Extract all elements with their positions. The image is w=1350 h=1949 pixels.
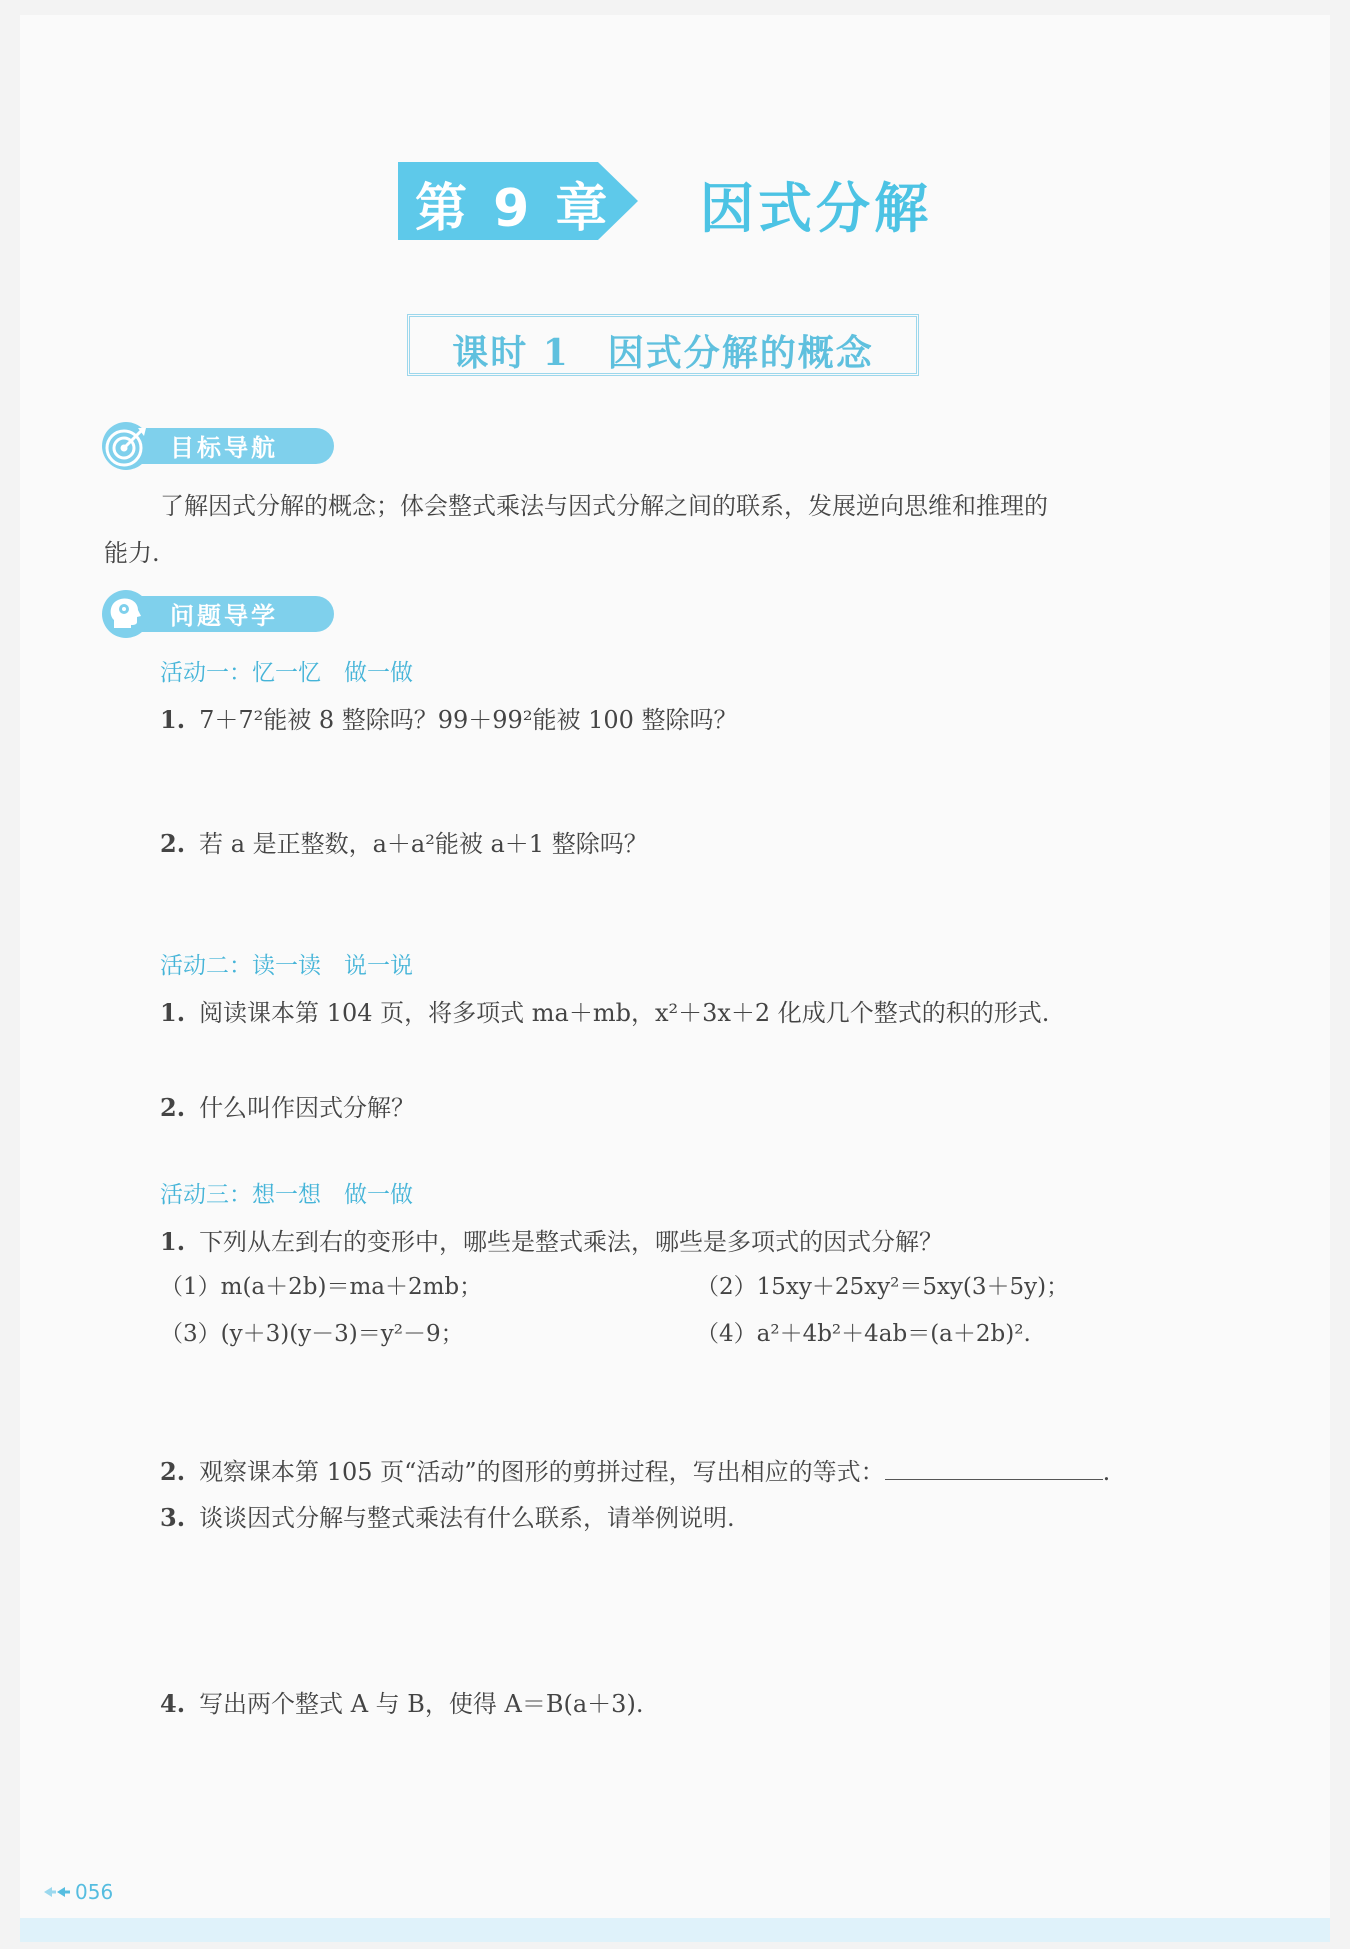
footer-bar xyxy=(20,1918,1330,1942)
activity3-q1 xyxy=(160,1222,943,1257)
activity3-item-4: （4）a²＋4b²＋4ab＝(a＋2b)². xyxy=(696,1321,1031,1347)
question-text: 若 a 是正整数，a＋a²能被 a＋1 整除吗？ xyxy=(199,830,648,858)
question-text: 下列从左到右的变形中，哪些是整式乘法，哪些是多项式的因式分解？ xyxy=(199,1228,944,1256)
lesson-title: 课时 1 因式分解的概念 xyxy=(452,332,874,374)
inquiry-tag-label: 问题导学 xyxy=(170,602,278,630)
question-number: 1. xyxy=(160,705,186,734)
goals-text-line2: 能力. xyxy=(104,539,160,567)
activity3-q3 xyxy=(160,1498,735,1533)
arrow-left-icon xyxy=(44,1884,72,1900)
question-number: 3. xyxy=(160,1503,186,1532)
inquiry-tag xyxy=(100,590,340,638)
activity1-q2 xyxy=(160,824,648,859)
chapter-title: 因式分解 xyxy=(700,177,932,240)
question-number: 2. xyxy=(160,1093,186,1122)
activity3-q4 xyxy=(160,1684,643,1719)
goals-tag xyxy=(100,422,340,470)
question-text: 阅读课本第 104 页，将多项式 ma＋mb，x²＋3x＋2 化成几个整式的积的形式. xyxy=(199,999,1050,1027)
activity2-q1 xyxy=(160,993,1049,1028)
activity3-item-3: （3）(y＋3)(y－3)＝y²－9； xyxy=(160,1321,464,1347)
goals-tag-label: 目标导航 xyxy=(170,434,278,462)
activity3-item-2: （2）15xy＋25xy²＝5xy(3＋5y)； xyxy=(696,1274,1070,1300)
activity1-title: 活动一：忆一忆 做一做 xyxy=(160,660,413,686)
activity2-title: 活动二：读一读 说一说 xyxy=(160,953,413,979)
question-text: 写出两个整式 A 与 B，使得 A＝B(a＋3). xyxy=(199,1690,644,1718)
lesson-title-box xyxy=(407,314,919,376)
activity3-item-1: （1）m(a＋2b)＝ma＋2mb； xyxy=(160,1274,483,1300)
question-number: 2. xyxy=(160,1457,186,1486)
question-number: 1. xyxy=(160,998,186,1027)
question-text: 谈谈因式分解与整式乘法有什么联系，请举例说明. xyxy=(199,1504,735,1532)
question-end: . xyxy=(1102,1458,1111,1486)
question-text: 观察课本第 105 页“活动”的图形的剪拼过程，写出相应的等式： xyxy=(199,1458,885,1486)
goals-text-line1: 了解因式分解的概念；体会整式乘法与因式分解之间的联系，发展逆向思维和推理的 xyxy=(160,492,1048,520)
question-number: 1. xyxy=(160,1227,186,1256)
question-number: 4. xyxy=(160,1689,186,1718)
activity3-q2 xyxy=(160,1452,1110,1487)
question-text: 7＋7²能被 8 整除吗？99＋99²能被 100 整除吗？ xyxy=(199,706,738,734)
target-icon xyxy=(104,426,148,468)
answer-blank[interactable] xyxy=(885,1457,1103,1480)
activity1-q1 xyxy=(160,700,738,735)
page-number: 056 xyxy=(75,1880,114,1904)
activity3-title: 活动三：想一想 做一做 xyxy=(160,1182,413,1208)
activity2-q2 xyxy=(160,1088,415,1123)
head-gear-icon xyxy=(106,594,146,634)
chapter-label: 第 9 章 xyxy=(415,179,612,239)
question-number: 2. xyxy=(160,829,186,858)
question-text: 什么叫作因式分解？ xyxy=(199,1094,416,1122)
